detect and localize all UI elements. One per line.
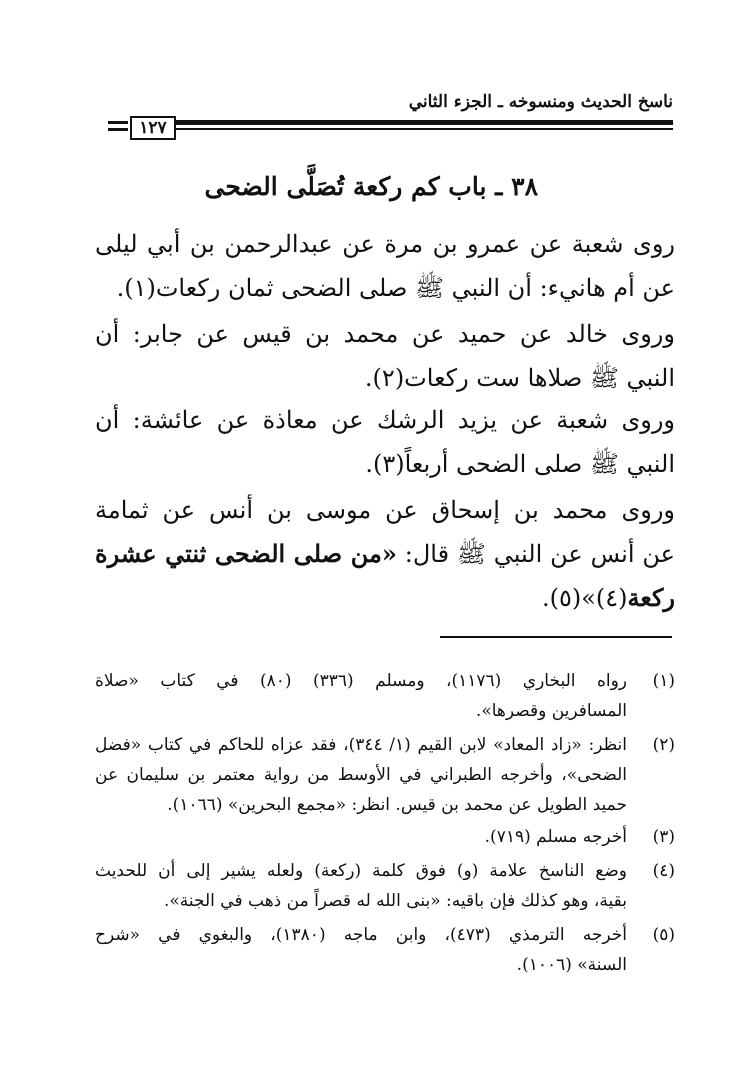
footnote-line: وضع الناسخ علامة (و) فوق كلمة (ركعة) ولعله يشير إلى أن للحديث [95, 861, 627, 881]
header-rule-thick [175, 120, 673, 125]
footnote-line: رواه البخاري (١١٧٦)، ومسلم (٣٣٦) (٨٠) في كتاب «صلاة [95, 671, 627, 691]
footnote-number: (١) [652, 671, 675, 691]
text-line: وروى محمد بن إسحاق عن موسى بن أنس عن ثمامة [95, 496, 675, 524]
hadith-quote-end: ركعة [627, 583, 675, 612]
footnote-number: (٢) [652, 735, 675, 755]
paragraph-4 [95, 488, 675, 620]
running-title: ناسخ الحديث ومنسوخه ـ الجزء الثاني [408, 92, 673, 112]
text-line: وروى خالد عن حميد عن محمد بن قيس عن جابر: أن [95, 320, 675, 348]
footnote-4 [95, 856, 675, 916]
footnote-3 [95, 822, 675, 852]
footnote-number: (٥) [652, 925, 675, 945]
footnote-line: المسافرين وقصرها». [475, 701, 627, 721]
hadith-quote: «من صلى الضحى ثنتي عشرة [95, 539, 397, 568]
paragraph-3 [95, 398, 675, 486]
paragraph-1 [95, 222, 675, 310]
footnote-line: أخرجه مسلم (٧١٩). [484, 827, 627, 847]
text-line [95, 576, 675, 620]
text-line: النبي ﷺ صلاها ست ركعات(٢). [364, 364, 675, 392]
footnote-line: الضحى»، وأخرجه الطبراني في الأوسط من رواية معتمر بن سليمان عن [95, 765, 627, 785]
header-rule-left-2 [108, 128, 128, 131]
footnote-number: (٤) [652, 861, 675, 881]
chapter-title: ٣٨ ـ باب كم ركعة تُصَلَّى الضحى [204, 172, 538, 201]
header-rule-thin [175, 128, 673, 130]
footnote-line: السنة» (١٠٠٦). [516, 955, 627, 975]
text-line [95, 532, 675, 576]
text-line: النبي ﷺ صلى الضحى أربعاً(٣). [365, 450, 675, 478]
footnote-2 [95, 730, 675, 820]
paragraph-2 [95, 312, 675, 400]
footnote-line: حميد الطويل عن محمد بن قيس. انظر: «مجمع البحرين» (١٠٦٦). [167, 795, 627, 815]
text-run: عن أنس عن النبي ﷺ قال: [396, 540, 675, 568]
footnote-5 [95, 920, 675, 980]
text-line: وروى شعبة عن يزيد الرشك عن معاذة عن عائشة: أن [95, 406, 675, 434]
footnote-line: انظر: «زاد المعاد» لابن القيم (١/ ٣٤٤)، فقد عزاه للحاكم في كتاب «فضل [95, 735, 627, 755]
footnote-number: (٣) [652, 827, 675, 847]
footnote-marks: (٤)»(٥). [541, 584, 628, 612]
footnote-line: أخرجه الترمذي (٤٧٣)، وابن ماجه (١٣٨٠)، والبغوي في «شرح [95, 925, 627, 945]
footnote-1 [95, 666, 675, 726]
footnote-separator [440, 636, 672, 638]
text-line: عن أم هانيء: أن النبي ﷺ صلى الضحى ثمان ركعات(١). [116, 274, 675, 302]
footnote-line: بقية، وهو كذلك فإن باقيه: «بنى الله له قصراً من ذهب في الجنة». [163, 891, 627, 911]
text-line: روى شعبة عن عمرو بن مرة عن عبدالرحمن بن أبي ليلى [95, 230, 676, 258]
header-rule-left-1 [108, 121, 128, 124]
page-number: ١٢٧ [130, 116, 176, 140]
